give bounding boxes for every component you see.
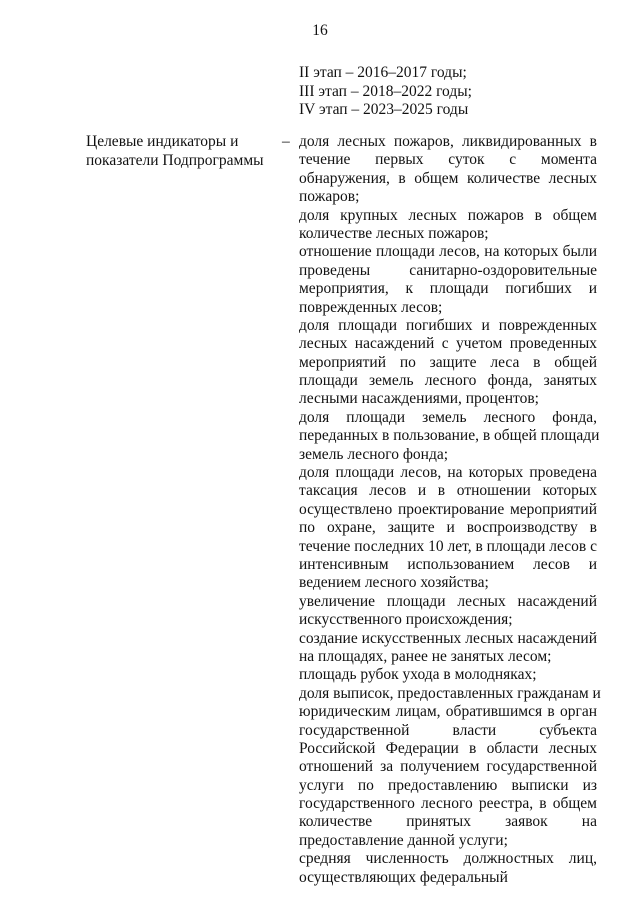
indicator-text: создание искусственных лесных насаждений <box>299 629 597 647</box>
indicator-line <box>299 703 597 721</box>
indicator-line <box>299 225 597 243</box>
indicator-text: осуществляющих федеральный <box>299 868 508 886</box>
indicator-text: таксация лесов и в отношении которых <box>299 482 597 500</box>
indicator-text: земель лесного фонда; <box>299 445 449 463</box>
indicator-text: площади земель лесного фонда, занятых <box>299 372 597 390</box>
indicator-text: доля площади земель лесного фонда, <box>299 408 597 426</box>
indicator-text: мероприятий по защите леса в общей <box>299 353 597 371</box>
indicator-text: увеличение площади лесных насаждений <box>299 592 597 610</box>
list-dash: – <box>282 133 290 150</box>
indicator-line <box>299 482 597 500</box>
indicator-line <box>299 262 597 280</box>
indicator-line <box>299 170 597 188</box>
indicator-line <box>299 611 597 629</box>
stage-line: III этап – 2018–2022 годы; <box>299 82 472 100</box>
indicator-line <box>299 556 597 574</box>
indicator-text: государственной власти субъекта <box>299 721 597 739</box>
indicator-line <box>299 243 597 261</box>
indicator-line <box>299 630 597 648</box>
indicator-line <box>299 335 597 353</box>
indicator-text: поврежденных лесов; <box>299 298 443 316</box>
indicator-line <box>299 648 597 666</box>
indicator-text: лесными насаждениями, процентов; <box>299 390 539 408</box>
indicator-line <box>299 501 597 519</box>
indicator-line <box>299 409 597 427</box>
indicator-text: государственного лесного реестра, в общем <box>299 795 597 813</box>
indicator-line <box>299 869 597 887</box>
indicator-line <box>299 372 597 390</box>
indicator-line <box>299 795 597 813</box>
indicator-line <box>299 317 597 335</box>
indicator-text: доля лесных пожаров, ликвидированных в <box>299 133 597 150</box>
indicator-text: течение последних 10 лет, в площади лесов с <box>299 537 598 555</box>
indicator-text: осуществлено проектирование мероприятий <box>299 500 597 518</box>
indicator-text: средняя численность должностных лиц, <box>299 850 597 868</box>
indicator-line <box>299 684 601 703</box>
indicator-text: доля площади лесов, на которых проведена <box>299 464 597 482</box>
indicator-text: ведением лесного хозяйства; <box>299 574 489 592</box>
indicator-line <box>299 832 597 850</box>
indicator-text: лесных насаждений с учетом проведенных <box>299 335 597 353</box>
indicator-text: количестве принятых заявок на <box>299 813 597 831</box>
heading-line: показатели Подпрограммы <box>86 151 264 169</box>
indicators-heading <box>86 133 264 170</box>
indicator-text: площадь рубок ухода в молодняках; <box>299 666 537 684</box>
indicator-text: предоставление данной услуги; <box>299 831 508 849</box>
indicator-line <box>299 188 597 206</box>
indicator-line <box>299 813 597 831</box>
indicator-line <box>299 299 597 317</box>
indicator-line <box>299 758 597 776</box>
indicator-line <box>299 280 597 298</box>
indicator-line <box>299 207 597 225</box>
indicator-line <box>299 850 597 868</box>
implementation-stages <box>299 64 472 120</box>
indicator-text: отношение площади лесов, на которых были <box>299 243 597 261</box>
indicator-text: услуги по предоставлению выписки из <box>299 776 597 794</box>
indicator-line <box>299 464 597 482</box>
stage-line: IV этап – 2023–2025 годы <box>299 101 469 118</box>
indicator-line <box>299 722 597 740</box>
indicator-text: на площадях, ранее не занятых лесом; <box>299 647 552 665</box>
indicator-text: доля выписок, предоставленных гражданам и <box>299 684 601 702</box>
indicator-text: по охране, защите и воспроизводству в <box>299 519 597 537</box>
indicator-text: юридическим лицам, обратившимся в орган <box>299 703 597 721</box>
indicator-line <box>299 427 600 445</box>
page-number: 16 <box>312 22 328 39</box>
indicator-text: количестве лесных пожаров; <box>299 224 489 242</box>
stage-line: II этап – 2016–2017 годы; <box>299 64 467 81</box>
indicator-line <box>299 133 597 151</box>
indicator-text: переданных в пользование, в общей площади <box>299 427 600 445</box>
indicator-line <box>299 446 597 464</box>
indicator-text: искусственного происхождения; <box>299 611 513 629</box>
indicator-line <box>299 574 597 592</box>
indicator-line <box>299 593 597 611</box>
indicator-line <box>299 538 597 556</box>
indicator-line <box>299 151 597 169</box>
indicator-text: мероприятия, к площади погибших и <box>299 280 597 298</box>
indicator-text: доля площади погибших и поврежденных <box>299 316 597 334</box>
indicator-line <box>299 390 597 408</box>
indicator-line <box>299 354 597 372</box>
indicator-text: пожаров; <box>299 188 360 206</box>
indicator-text: Российской Федерации в области лесных <box>299 739 597 757</box>
indicator-text: доля крупных лесных пожаров в общем <box>299 206 597 224</box>
indicator-line <box>299 777 597 795</box>
indicator-text: течение первых суток с момента <box>299 151 597 169</box>
indicator-line <box>299 666 597 684</box>
indicator-text: отношений за получением государственной <box>299 758 597 776</box>
indicator-text: интенсивным использованием лесов и <box>299 555 597 573</box>
indicator-line <box>299 519 597 537</box>
indicator-text: проведены санитарно-оздоровительные <box>299 261 597 279</box>
indicator-text: обнаружения, в общем количестве лесных <box>299 169 597 187</box>
indicator-line <box>299 740 597 758</box>
heading-line: Целевые индикаторы и <box>86 133 239 150</box>
indicators-list <box>299 133 601 887</box>
